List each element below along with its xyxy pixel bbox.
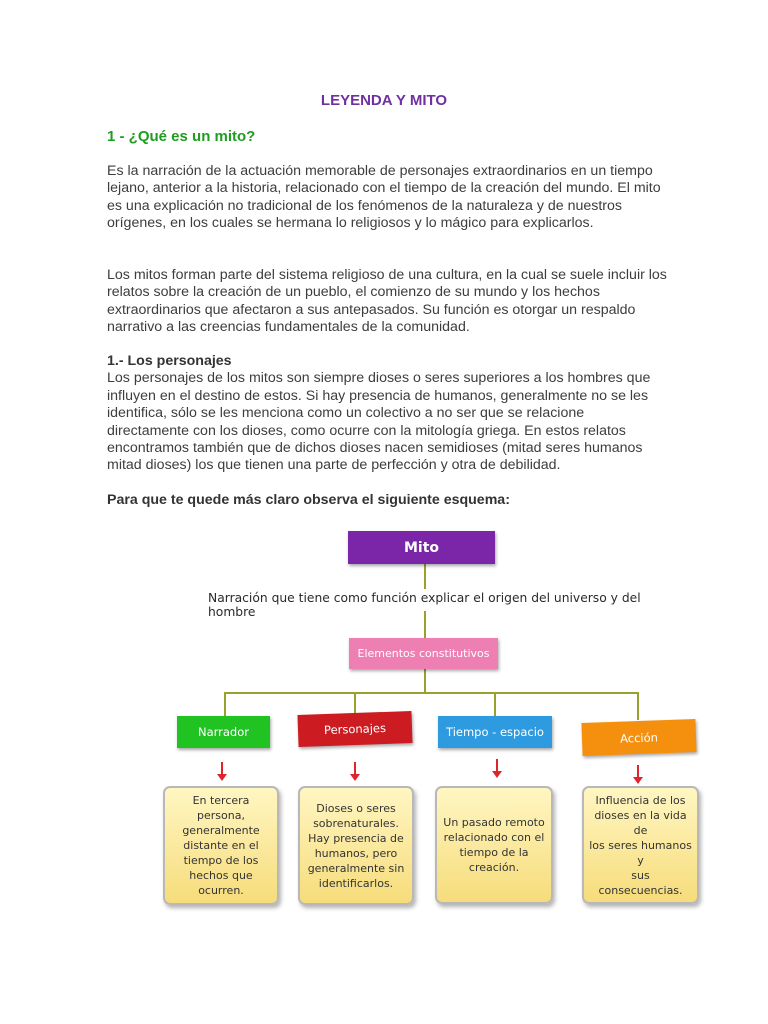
page-title: LEYENDA Y MITO xyxy=(320,92,448,109)
characters-text: Los personajes de los mitos son siempre dioses o seres superiores a los hombres que influyen en el destino de estos. Si hay presencia de humanos, generalmente no se les identifica, sólo se les menciona como un colectivo a no ser que se relacione directamente con los dioses, como ocurre con la mitología griega. En estos relatos encontramos también que de dichos dioses nacen semidioses (mitad seres humanos mitad dioses) los que tienen una parte de perfección y otra de debilidad. xyxy=(107,370,651,474)
paragraph-definition: Es la narración de la actuación memorable de personajes extraordinarios en un tiempo lejano, anterior a la historia, relacionado con el tiempo de la creación del mundo. El mito es una explicación no tradicional de los fenómenos de la naturaleza y de nuestros orígenes, en los cuales se hermana lo religiosos y lo mágico para explicarlos. xyxy=(107,163,661,232)
node-mito: Mito xyxy=(348,531,495,564)
connector-narrador xyxy=(224,692,226,716)
category-tiempo-espacio: Tiempo - espacio xyxy=(438,716,552,748)
connector-accion xyxy=(637,692,639,720)
connector-root xyxy=(424,564,426,589)
lead-text: Para que te quede más claro observa el siguiente esquema: xyxy=(107,492,510,508)
section-heading: 1 - ¿Qué es un mito? xyxy=(107,128,256,145)
subheading-characters: 1.- Los personajes xyxy=(107,353,232,369)
connector-tiempo xyxy=(494,692,496,716)
category-personajes: Personajes xyxy=(297,711,412,747)
definition-text: Narración que tiene como función explicar el origen del universo y del hombre xyxy=(208,591,641,619)
description-narrador: En tercera persona, generalmente distante en el tiempo de los hechos que ocurren. xyxy=(163,786,279,905)
paragraph-characters xyxy=(107,353,667,475)
connector-elements xyxy=(424,669,426,693)
category-narrador: Narrador xyxy=(177,716,270,748)
description-personajes: Dioses o seres sobrenaturales. Hay presencia de humanos, pero generalmente sin identificarlos. xyxy=(298,786,414,905)
category-accion: Acción xyxy=(581,719,696,756)
description-accion: Influencia de los dioses en la vida de los seres humanos y sus consecuencias. xyxy=(582,786,699,904)
description-tiempo: Un pasado remoto relacionado con el tiempo de la creación. xyxy=(435,786,553,904)
connector-horizontal xyxy=(224,692,638,694)
node-elements: Elementos constitutivos xyxy=(349,638,498,669)
paragraph-function: Los mitos forman parte del sistema religioso de una cultura, en la cual se suele incluir los relatos sobre la creación de un pueblo, el comienzo de su mundo y los hechos extraordinarios que afectaron a sus antepasados. Su función es otorgar un respaldo narrativo a las creencias fundamentales de la comunidad. xyxy=(107,267,667,336)
